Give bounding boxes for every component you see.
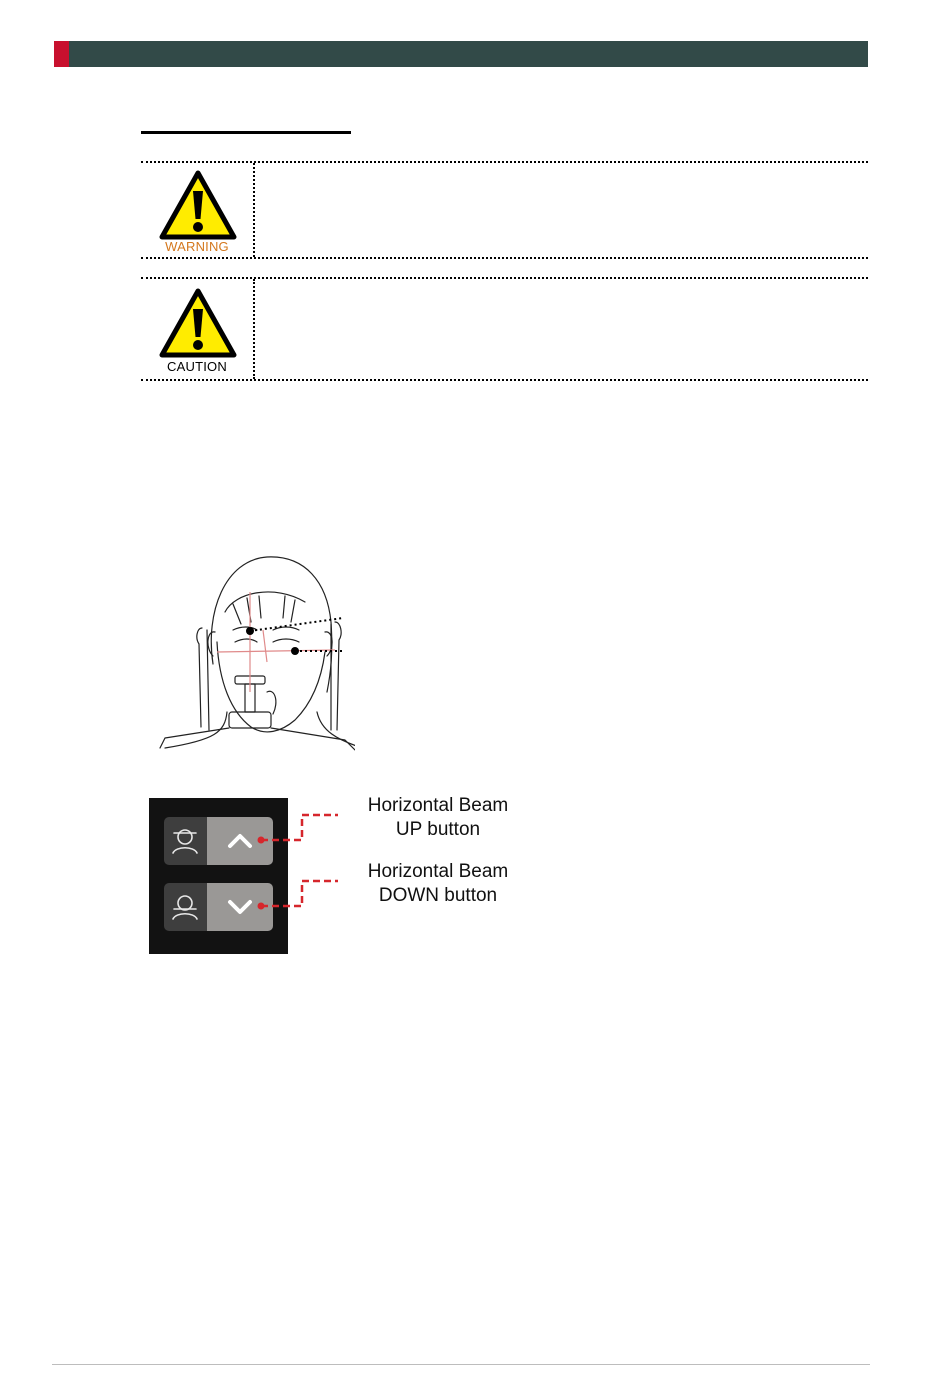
callout-up-label (348, 794, 528, 842)
horizontal-laser-line (217, 650, 335, 652)
face-horizontal-beam-up-icon (164, 817, 207, 865)
leader-dot-lower (291, 647, 299, 655)
caution-triangle-icon (159, 287, 237, 359)
horizontal-beam-up-button-group[interactable] (164, 817, 273, 865)
warning-notice (141, 161, 868, 259)
horizontal-beam-down-button[interactable] (207, 883, 273, 931)
caution-label: CAUTION (167, 359, 227, 374)
section-title-underline (141, 131, 351, 134)
chevron-up-icon (230, 836, 250, 846)
warning-label: WARNING (165, 239, 229, 254)
callout-down-label (348, 860, 528, 908)
leader-dot-upper (246, 627, 254, 635)
warning-icon-cell (141, 163, 255, 257)
face-horizontal-beam-down-icon (164, 883, 207, 931)
page-header-bar (54, 41, 868, 67)
footer-rule (52, 1364, 870, 1365)
beam-control-panel (149, 798, 288, 954)
warning-triangle-icon (159, 169, 237, 241)
caution-icon-cell (141, 279, 255, 379)
horizontal-beam-down-button-group[interactable] (164, 883, 273, 931)
header-accent-block (54, 41, 69, 67)
caution-notice (141, 277, 868, 381)
callout-down-line2: DOWN button (378, 885, 498, 906)
callout-up-line1: Horizontal Beam (367, 795, 509, 816)
patient-positioning-illustration (155, 552, 355, 752)
callout-up-line2: UP button (395, 819, 481, 840)
chevron-down-icon (230, 902, 250, 912)
head-outline (211, 557, 332, 692)
callout-down-line1: Horizontal Beam (367, 861, 509, 882)
horizontal-beam-up-button[interactable] (207, 817, 273, 865)
